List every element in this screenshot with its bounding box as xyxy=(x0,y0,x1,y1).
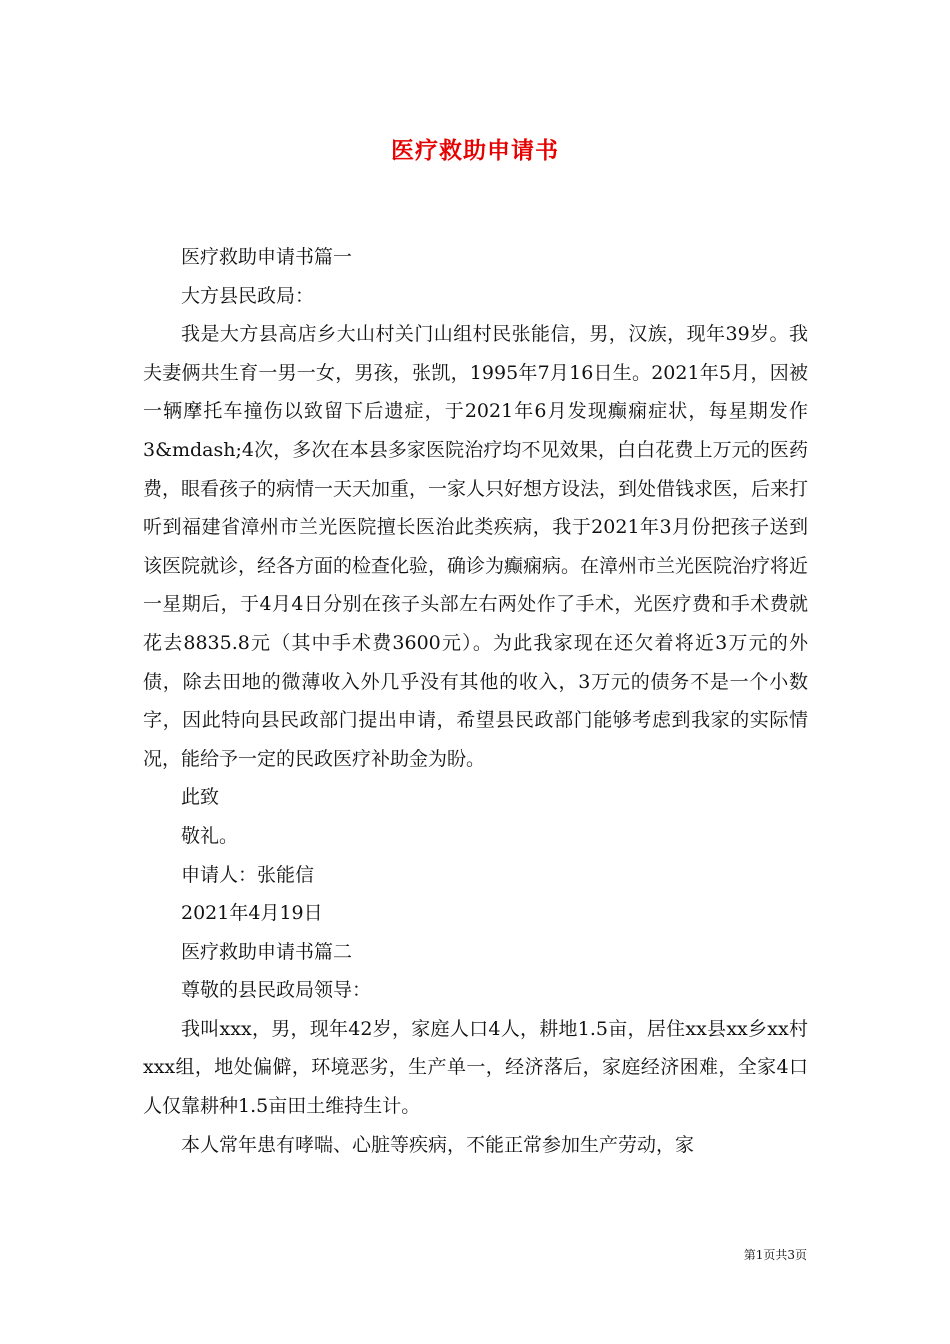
document-title: 医疗救助申请书 xyxy=(391,137,559,164)
closing-line: 此致 xyxy=(181,786,220,809)
body-paragraph-2: 我叫xxx，男，现年42岁，家庭人口4人，耕地1.5亩，居住xx县xx乡xx村xxx组，地处偏僻，环境恶劣，生产单一，经济落后，家庭经济困难，全家4口人仅靠耕种1.5亩田土维持生计。 xyxy=(143,1017,808,1118)
body-paragraph-3: 本人常年患有哮喘、心脏等疾病，不能正常参加生产劳动，家 xyxy=(181,1133,695,1156)
date-line: 2021年4月19日 xyxy=(181,902,323,925)
document-body xyxy=(143,238,808,1164)
page-number: 第1页共3页 xyxy=(743,1248,807,1262)
salutation-1: 大方县民政局： xyxy=(181,284,315,307)
applicant-line: 申请人：张能信 xyxy=(181,863,315,886)
closing-respect: 敬礼。 xyxy=(181,824,239,847)
salutation-2: 尊敬的县民政局领导： xyxy=(181,979,372,1002)
section-heading-1: 医疗救助申请书篇一 xyxy=(181,246,353,268)
section-heading-2: 医疗救助申请书篇二 xyxy=(181,940,353,963)
body-paragraph-1: 我是大方县高店乡大山村关门山组村民张能信，男，汉族，现年39岁。我夫妻俩共生育一男一女，男孩，张凯，1995年7月16日生。2021年5月，因被一辆摩托车撞伤以致留下后遗症，于2021年6月发现癫痫症状，每星期发作3&mdash;4次，多次在本县多家医院治疗均不见效果，白白花费上万元的医药费，眼看孩子的病情一天天加重，一家人只好想方设法，到处借钱求医，后来打听到福建省漳州市兰光医院擅长医治此类疾病，我于2021年3月份把孩子送到该医院就诊，经各方面的检查化验，确诊为癫痫病。在漳州市兰光医院治疗将近一星期后，于4月4日分别在孩子头部左右两处作了手术，光医疗费和手术费就花去8835.8元（其中手术费3600元）。为此我家现在还欠着将近3万元的外债，除去田地的微薄收入外几乎没有其他的收入，3万元的债务不是一个小数字，因此特向县民政部门提出申请，希望县民政部门能够考虑到我家的实际情况，能给予一定的民政医疗补助金为盼。 xyxy=(143,323,809,770)
